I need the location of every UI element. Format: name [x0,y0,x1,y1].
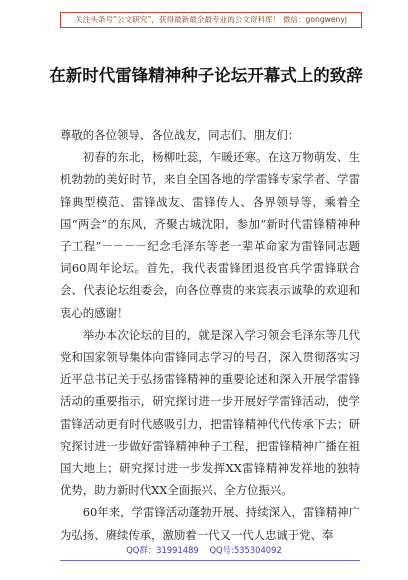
paragraph-2: 举办本次论坛的目的，就是深入学习领会毛泽东等几代党和国家领导集体向雷锋同志学习的号召，深入贯彻落实习近平总书记关于弘扬雷锋精神的重要论述和深入开展学雷锋活动的重要指示，研究探讨进一步开展好学雷锋活动，使学雷锋活动更有时代感吸引力，把雷锋精神代代传承下去；研究探讨进一步做好雷锋精神种子工程，把雷锋精神广播在祖国大地上；研究探讨进一步发挥XX雷锋精神发祥地的独特优势，助力新时代XX全面振兴、全方位振兴。 [60,327,360,498]
footer-contact [0,544,408,556]
paragraph-1: 初春的东北，杨柳吐蕊，乍暖还寒。在这万物萌发、生机勃勃的美好时节，来自全国各地的学雷锋专家学者、学雷锋典型模范、雷锋战友、雷锋传人、各界领导等，乘着全国“两会”的东风，齐聚古城沈阳，参加“新时代雷锋精神种子工程”－－－－纪念毛泽东等老一辈革命家为雷锋同志题词60周年论坛。首先，我代表雷锋团退役官兵学雷锋联合会、代表论坛组委会，向各位尊贵的来宾表示诚挚的欢迎和衷心的感谢！ [60,150,360,320]
footer-qq-group: QQ群：31991489 [126,545,199,555]
footer-qq-number: QQ号:535304092 [209,545,282,555]
paragraph-3: 60年来，学雷锋活动蓬勃开展、持续深入，雷锋精神广为弘扬、赓续传承，激励着一代又一代人忠诚于党、奉 [60,505,360,542]
document-body [60,124,360,546]
document-title: 在新时代雷锋精神种子论坛开幕式上的致辞 [49,66,363,85]
header-banner: 关注头条号“公文研究”，获得最新最全最专业的公文资料库！ 微信：gongwenyj [60,12,362,28]
footer-divider [60,560,360,561]
salutation: 尊敬的各位领导、各位战友，同志们、朋友们： [60,128,300,142]
